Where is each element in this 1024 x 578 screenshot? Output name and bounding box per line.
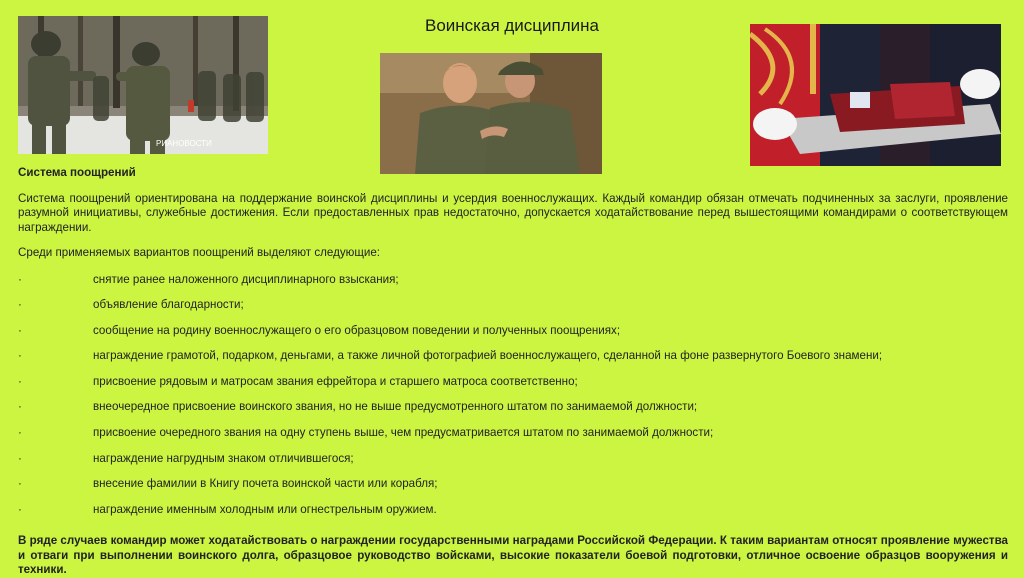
list-item-text: сообщение на родину военнослужащего о его образцовом поведении и полученных поощрениях; [93, 323, 621, 337]
list-item-text: награждение нагрудным знаком отличившегося; [93, 451, 354, 465]
list-item [18, 400, 1008, 426]
list-item [18, 324, 1008, 350]
list-item-text: объявление благодарности; [93, 298, 244, 312]
soldiers-forest-photo [18, 16, 268, 154]
list-item-text: присвоение рядовым и матросам звания ефрейтора и старшего матроса соответственно; [93, 374, 578, 388]
bullet-icon: · [18, 426, 22, 440]
list-intro: Среди применяемых вариантов поощрений выделяют следующие: [18, 246, 381, 259]
list-item [18, 375, 1008, 401]
list-item-text: награждение именным холодным или огнестрельным оружием. [93, 502, 437, 516]
list-item [18, 503, 1008, 529]
page-title: Воинская дисциплина [425, 16, 599, 35]
bullet-icon: · [18, 451, 22, 465]
content-area [18, 166, 1008, 578]
list-item-text: присвоение очередного звания на одну ступень выше, чем предусматривается штатом по занимаемой должности; [93, 426, 714, 440]
list-item [18, 477, 1008, 503]
bullet-icon: · [18, 477, 22, 491]
rewards-list [18, 273, 1008, 529]
award-ceremony-photo [380, 53, 602, 174]
list-item-text: награждение грамотой, подарком, деньгами, а также личной фотографией военнослужащего, сделанной на фоне развернутого Боевого знамени; [93, 349, 883, 363]
list-item-text: снятие ранее наложенного дисциплинарного взыскания; [93, 272, 399, 286]
section-heading: Система поощрений [18, 166, 136, 179]
bullet-icon: · [18, 400, 22, 414]
bullet-icon: · [18, 502, 22, 516]
closing-paragraph: В ряде случаев командир может ходатайствовать о награждении государственными наградами Российской Федерации. К таким вариантам относят проявление мужества и отваги при выполнении воинского долга, образцовое руководство войсками, высокие показатели боевой подготовки, отличное освоение образцов вооружения и техники. [18, 534, 1008, 577]
bullet-icon: · [18, 374, 22, 388]
photo-watermark: РИАНОВОСТИ [156, 139, 212, 148]
intro-paragraph: Система поощрений ориентирована на поддержание воинской дисциплины и усердия военнослужащих. Каждый командир обязан отмечать подчиненных за заслуги, проявление разумной инициативы, служебные достижения. Если предоставленных прав недостаточно, допускается ходатайствование перед вышестоящими командирами о соответствующем награждении. [18, 191, 1008, 234]
bullet-icon: · [18, 323, 22, 337]
list-item-text: внесение фамилии в Книгу почета воинской части или корабля; [93, 477, 438, 491]
list-item [18, 426, 1008, 452]
list-item [18, 452, 1008, 478]
list-item [18, 298, 1008, 324]
list-item [18, 273, 1008, 299]
bullet-icon: · [18, 298, 22, 312]
list-item-text: внеочередное присвоение воинского звания, но не выше предусмотренного штатом по занимаемой должности; [93, 400, 698, 414]
award-box-photo [750, 24, 1001, 166]
list-item [18, 349, 1008, 375]
bullet-icon: · [18, 272, 22, 286]
bullet-icon: · [18, 349, 22, 363]
